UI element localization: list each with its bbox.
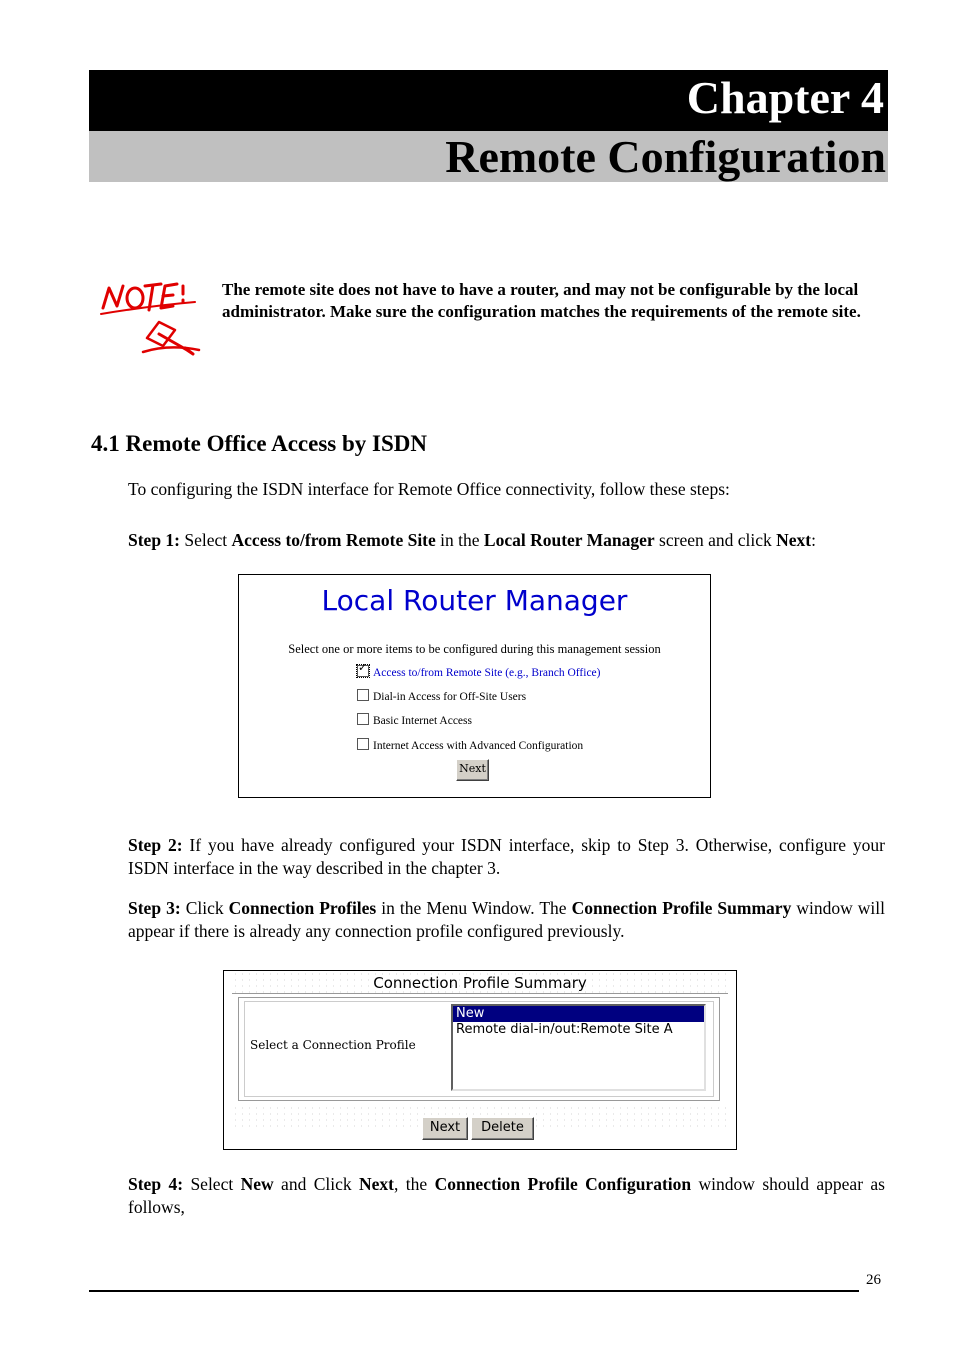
- delete-button[interactable]: Delete: [471, 1117, 534, 1140]
- option-basic-internet[interactable]: [357, 714, 472, 728]
- option-label: Internet Access with Advanced Configuration: [373, 740, 584, 752]
- note-pencil-icon: [99, 278, 205, 358]
- section-heading: 4.1 Remote Office Access by ISDN: [91, 431, 427, 456]
- step-3: [128, 897, 885, 942]
- option-label: Basic Internet Access: [373, 715, 472, 727]
- lrm-title: Local Router Manager: [321, 584, 628, 617]
- step-bold: Connection Profiles: [228, 898, 377, 918]
- step-text: Select: [180, 530, 232, 550]
- option-label: Access to/from Remote Site (e.g., Branch Office): [373, 667, 601, 679]
- step-bold: Next: [359, 1174, 395, 1194]
- chapter-bar: [89, 70, 888, 131]
- note-text: The remote site does not have to have a router, and may not be configurable by the local administrator. Make sure the configuration matches the requirements of the remote site.: [222, 280, 861, 321]
- option-dial-in[interactable]: [357, 690, 526, 704]
- step-label: Step 3:: [128, 898, 181, 918]
- step-text: in the Menu Window. The: [376, 898, 572, 918]
- step-1: [128, 529, 885, 552]
- step-text: If you have already configured your ISDN interface, skip to Step 3. Otherwise, configure your ISDN interface in the way described in the chapter 3.: [128, 835, 886, 878]
- step-2: [128, 834, 885, 879]
- next-button[interactable]: Next: [422, 1117, 468, 1140]
- step-text: in the: [435, 530, 484, 550]
- chapter-number: Chapter 4: [686, 72, 884, 123]
- step-bold: New: [240, 1174, 274, 1194]
- next-button[interactable]: Next: [456, 759, 489, 781]
- local-router-manager-screenshot: [238, 574, 711, 798]
- step-bold: Connection Profile Configuration: [434, 1174, 692, 1194]
- cps-label: Select a Connection Profile: [250, 1038, 416, 1052]
- step-text: and Click: [273, 1174, 360, 1194]
- step-bold: Next: [776, 530, 812, 550]
- step-label: Step 4:: [128, 1174, 184, 1194]
- profile-listbox[interactable]: [451, 1004, 706, 1091]
- chapter-title: Remote Configuration: [445, 131, 886, 182]
- lrm-subtitle: Select one or more items to be configured during this management session: [288, 642, 661, 656]
- step-text: screen and click: [654, 530, 777, 550]
- cps-title: Connection Profile Summary: [373, 974, 587, 992]
- step-text: , the: [394, 1174, 435, 1194]
- step-bold: Connection Profile Summary: [571, 898, 792, 918]
- option-remote-site[interactable]: [357, 666, 600, 680]
- step-bold: Local Router Manager: [483, 530, 655, 550]
- checkbox-icon[interactable]: [357, 713, 369, 725]
- step-text: window will appear if there is already any connection profile configured previously.: [128, 898, 885, 941]
- page-number: 26: [866, 1272, 881, 1288]
- connection-profile-summary-screenshot: [223, 970, 737, 1150]
- step-label: Step 1:: [128, 530, 181, 550]
- section-intro: To configuring the ISDN interface for Remote Office connectivity, follow these steps:: [128, 479, 730, 499]
- step-text: :: [811, 530, 816, 550]
- list-item[interactable]: Remote dial-in/out:Remote Site A: [456, 1022, 673, 1037]
- checkbox-icon[interactable]: [357, 738, 369, 750]
- step-text: Click: [180, 898, 229, 918]
- step-label: Step 2:: [128, 835, 183, 855]
- chapter-title-bar: [89, 131, 888, 182]
- step-text: window should appear as follows,: [128, 1174, 885, 1217]
- option-label: Dial-in Access for Off-Site Users: [373, 691, 527, 703]
- divider: [232, 993, 728, 994]
- checkbox-checked-icon[interactable]: [357, 665, 369, 677]
- step-text: Select: [183, 1174, 241, 1194]
- list-item[interactable]: New: [453, 1006, 704, 1022]
- footer-rule: [89, 1290, 859, 1292]
- option-advanced-internet[interactable]: [357, 739, 583, 753]
- step-bold: Access to/from Remote Site: [231, 530, 436, 550]
- checkbox-icon[interactable]: [357, 689, 369, 701]
- step-4: [128, 1173, 885, 1218]
